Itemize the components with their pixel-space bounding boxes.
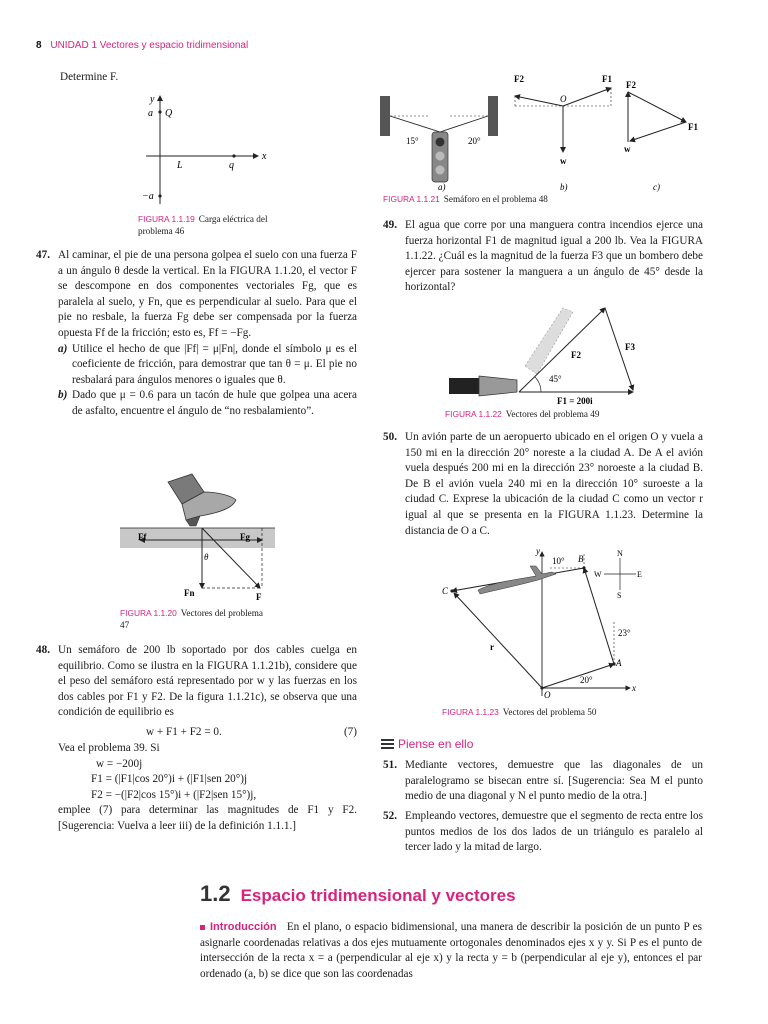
- fig21c-F2-label: F2: [626, 80, 636, 90]
- fig21-panel-a: [380, 96, 498, 192]
- equation-7: [36, 725, 357, 741]
- fig22-F1-label: F1 = 200i: [557, 396, 593, 406]
- problem-48-tail: emplee (7) para determinar las magnitudes de F1 y F2. [Sugerencia: Vuelva a leer iii) de la definición 1.1.1.]: [58, 804, 357, 832]
- fig23-20-label: 20°: [580, 675, 593, 685]
- problem-47: [36, 248, 357, 420]
- fig21c-w-label: w: [624, 144, 631, 154]
- hose: [449, 378, 479, 394]
- problem-number: 51.: [383, 759, 397, 771]
- figure-1-1-22-caption: [445, 408, 695, 420]
- fig21c-F1-label: F1: [688, 122, 698, 132]
- vector-r: [454, 593, 542, 688]
- caption-text: Carga eléctrica del problema 46: [138, 214, 268, 236]
- equation-7-number: (7): [343, 725, 357, 738]
- fig21-panel-c: [624, 80, 698, 192]
- nozzle: [479, 376, 517, 396]
- fig20-Fg-label: Fg: [240, 532, 250, 542]
- fig22-F2-label: F2: [571, 350, 581, 360]
- nozzle-ghost: [525, 308, 573, 374]
- problem-number: 48.: [36, 644, 50, 656]
- problem-52: [383, 809, 703, 856]
- caption-label: FIGURA 1.1.21: [383, 194, 440, 204]
- leg-OA: [542, 664, 614, 688]
- fig23-23-label: 23°: [618, 628, 631, 638]
- section-number: 1.2: [200, 881, 231, 906]
- problem-50-text: Un avión parte de un aeropuerto ubicado en el origen O y vuela a 150 mi en la dirección 20° noreste a la ciudad A. De A el avión vuela después 200 mi en la dirección 23° noroeste a la ciudad B. De B el avión vuela 240 mi en la dirección 10° suroeste a la ciudad C. Exprese la ubicación de la ciudad C como un vector r igual al que se presenta en la FIGURA 1.1.23. Determine la distancia de O a C.: [405, 431, 703, 537]
- vector-F1: [563, 88, 611, 106]
- caption-label: FIGURA 1.1.22: [445, 409, 502, 419]
- piense-heading-row: [381, 737, 473, 751]
- fig21-w-label: w: [560, 156, 567, 166]
- figure-1-1-21-caption: [383, 193, 683, 205]
- figure-1-1-19-caption: [138, 213, 288, 237]
- fig23-10-label: 10°: [552, 556, 565, 566]
- fig21-sub-b: b): [560, 182, 568, 192]
- fig23-O-label: O: [544, 690, 551, 700]
- fig23-C-label: C: [442, 586, 449, 596]
- point-neg-a: [158, 194, 161, 197]
- fig19-Q-label: Q: [165, 108, 173, 119]
- problem-number: 52.: [383, 810, 397, 822]
- equation-F1: F1 = (|F1|cos 20°)i + (|F1|sen 20°)j: [91, 773, 248, 786]
- problem-46-tail: Determine F.: [60, 71, 119, 83]
- fig23-W-label: W: [594, 570, 602, 579]
- bullet-square-icon: [200, 925, 205, 930]
- caption-label: FIGURA 1.1.19: [138, 214, 195, 224]
- fig23-S-label: S: [617, 591, 622, 600]
- section-heading: [200, 881, 516, 907]
- fig23-B-label: B: [578, 554, 584, 564]
- intro-text: En el plano, o espacio bidimensional, una manera de describir la posición de un punto P es asignarle coordenadas relativas a dos ejes mutuamente ortogonales denominados ejes x y y. Si P es el punto de intersección de la recta x = a (perpendicular al eje x) y la recta y = b (perpendicular al eje y), entonces el par ordenado (a, b) se dice que son las coordenadas: [200, 921, 702, 980]
- equation-w: w = −200j: [96, 757, 143, 770]
- part-text: Dado que μ = 0.6 para un tacón de hule que golpea una acera de asfalto, encuentre el ángulo de “no resbalamiento”.: [72, 389, 357, 417]
- fig19-neg-a-label: −a: [142, 191, 154, 202]
- problem-48-text: Un semáforo de 200 lb soportado por dos cables cuelga en equilibrio. Como se ilustra en la FIGURA 1.1.21b), considere que el peso del semáforo está representado por w y las fuerzas en los dos cables por F1 y F2. De la figura 1.1.21c), se observa que una condición de equilibrio es: [58, 644, 357, 719]
- fig23-E-label: E: [637, 570, 642, 579]
- figure-1-1-22: [445, 300, 675, 406]
- fig23-x-label: x: [632, 683, 636, 693]
- fig22-45-label: 45°: [549, 374, 562, 384]
- fig19-L-label: L: [177, 160, 183, 171]
- fig23-y-label: y: [536, 546, 540, 556]
- page-number: 8: [36, 40, 42, 51]
- problem-47-part-b: [58, 388, 357, 419]
- section-title: Espacio tridimensional y vectores: [240, 886, 516, 905]
- equation-F2: F2 = −(|F2|cos 15°)i + (|F2|sen 15°)j,: [91, 788, 257, 801]
- fig21-F1-label: F1: [602, 74, 612, 84]
- part-label: a): [58, 342, 68, 355]
- caption-label: FIGURA 1.1.23: [442, 707, 499, 717]
- problem-number: 47.: [36, 249, 50, 261]
- caption-text: Vectores del problema 50: [502, 707, 597, 717]
- problem-51: [383, 758, 703, 805]
- part-label: b): [58, 389, 68, 402]
- problem-50: [383, 430, 703, 539]
- problem-49-text: El agua que corre por una manguera contra incendios ejerce una fuerza horizontal F1 de magnitud igual a 200 lb. Vea la FIGURA 1.1.22. ¿Cuál es la magnitud de la fuerza F3 que un bombero debe ejercer para sostener la manguera a un ángulo de 45° desde la horizontal?: [405, 219, 703, 294]
- section-intro: [200, 920, 702, 982]
- problem-52-text: Empleando vectores, demuestre que el segmento de recta entre los puntos medios de los dos lados de un triángulo es paralelo al tercer lado y la mitad de largo.: [405, 810, 703, 854]
- fig21-F2-label: F2: [514, 74, 524, 84]
- figure-1-1-20: [120, 470, 280, 604]
- triangle-side-3: [630, 122, 686, 141]
- caption-text: Semáforo en el problema 48: [443, 194, 548, 204]
- fig21-panel-b: [514, 74, 612, 192]
- leg-AB: [584, 568, 614, 664]
- figure-1-1-20-caption: [120, 607, 270, 631]
- fig21-sub-a: a): [438, 182, 446, 192]
- fig20-F-label: F: [256, 592, 262, 602]
- figure-1-1-23-caption: [442, 706, 692, 718]
- caption-label: FIGURA 1.1.20: [120, 608, 177, 618]
- fig19-a-label: a: [148, 108, 153, 119]
- fig19-y-label: y: [150, 94, 155, 105]
- fig23-N-label: N: [617, 549, 623, 558]
- fig19-x-label: x: [262, 151, 267, 162]
- part-text: Utilice el hecho de que |Ff| = μ|Fn|, donde el símbolo μ es el coeficiente de fricción, para demostrar que tan θ = μ. El pie no resbalará para ángulos menores o iguales que θ.: [72, 342, 357, 386]
- compass-rose: [604, 558, 636, 590]
- fig22-F3-label: F3: [625, 342, 635, 352]
- problem-48: [36, 643, 357, 835]
- fig21-15-label: 15°: [406, 136, 419, 146]
- problem-47-part-a: [58, 342, 357, 389]
- equation-7-body: w + F1 + F2 = 0.: [146, 725, 222, 738]
- triangle-side-2: [628, 92, 686, 122]
- charge-q: [232, 154, 235, 157]
- fig19-q-label: q: [229, 160, 234, 171]
- caption-text: Vectores del problema 47: [120, 608, 263, 630]
- airplane-image: [478, 566, 556, 594]
- fig20-theta-label: θ: [204, 552, 209, 562]
- fig20-Fn-label: Fn: [184, 588, 195, 598]
- figure-1-1-21: [378, 72, 708, 192]
- caption-text: Vectores del problema 49: [505, 409, 600, 419]
- fig21-sub-c: c): [653, 182, 660, 192]
- problem-51-text: Mediante vectores, demuestre que las diagonales de un paralelogramo se bisecan entre sí. [Sugerencia: Sea M el punto medio de una diagonal y N el punto medio de la otra.]: [405, 759, 703, 803]
- unit-title: UNIDAD 1 Vectores y espacio tridimensional: [50, 40, 249, 51]
- piense-heading: Piense en ello: [398, 737, 474, 751]
- problem-49: [383, 218, 703, 296]
- running-header: [36, 40, 248, 51]
- fig21-20-label: 20°: [468, 136, 481, 146]
- problem-number: 50.: [383, 431, 397, 443]
- fig23-A-label: A: [616, 658, 622, 668]
- problem-number: 49.: [383, 219, 397, 231]
- intro-label: Introducción: [210, 921, 277, 933]
- figure-1-1-23: [438, 546, 658, 700]
- shoe-image: [168, 474, 236, 526]
- vector-F2: [515, 96, 563, 106]
- problem-48-see: Vea el problema 39. Si: [58, 741, 160, 754]
- figure-1-1-19: [130, 90, 270, 208]
- fig20-Ff-label: Ff: [138, 532, 147, 542]
- fig21-O-label: O: [560, 94, 567, 104]
- menu-lines-icon: [381, 739, 394, 749]
- problem-47-text: Al caminar, el pie de una persona golpea el suelo con una fuerza F a un ángulo θ desde la vertical. En la FIGURA 1.1.20, el vector F se descompone en dos componentes vectoriales Fg, que es paralela al suelo, y Fn, que es perpendicular al suelo. Para que el pie no resbale, la fuerza Fg debe ser compensada por la fuerza opuesta Ff de la fricción; esto es, Ff = −Fg.: [58, 249, 357, 339]
- fig23-r-label: r: [490, 642, 494, 652]
- charge-Q: [158, 110, 161, 113]
